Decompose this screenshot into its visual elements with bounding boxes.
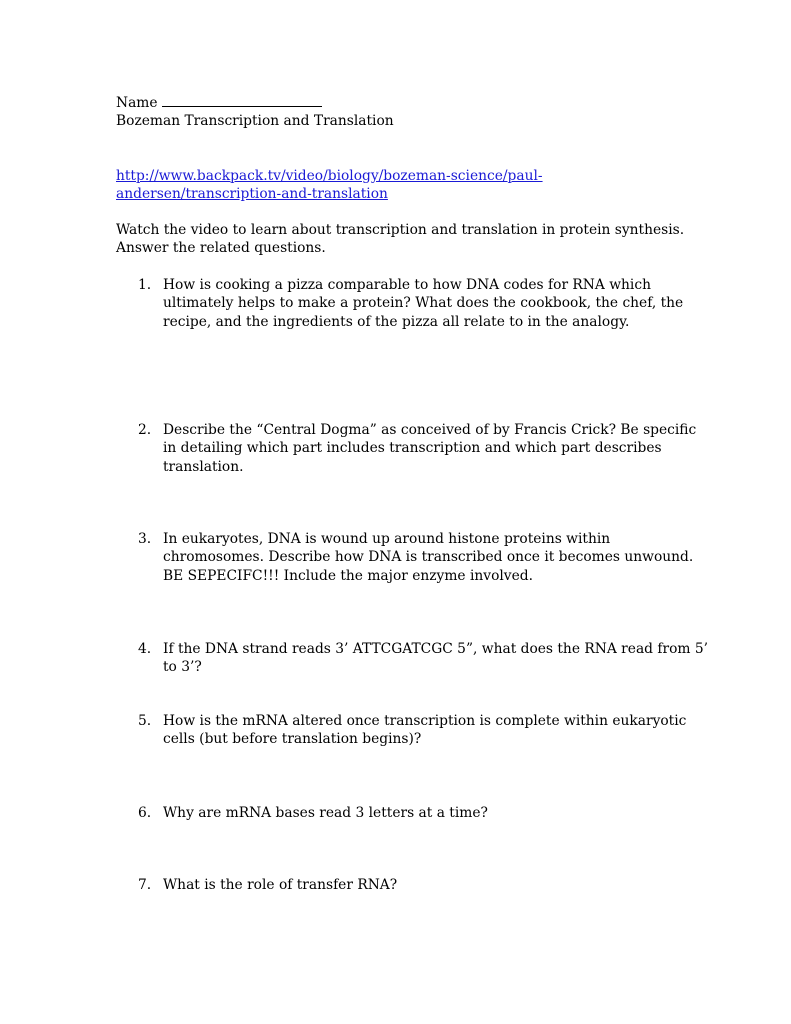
question-line: In eukaryotes, DNA is wound up around histone proteins within [163,531,611,547]
question-number: 7. [138,877,152,893]
video-link-line-1[interactable]: http://www.backpack.tv/video/biology/bozeman-science/paul- [116,168,543,184]
question-number: 4. [138,641,152,657]
question-text [163,876,397,894]
question-text [163,421,696,476]
question-line: ultimately helps to make a protein? What does the cookbook, the chef, the [163,295,684,312]
name-label: Name [116,95,158,111]
question-text [163,640,708,677]
question-number: 3. [138,531,152,547]
question-line: How is the mRNA altered once transcription is complete within eukaryotic [163,713,687,729]
question-text [163,276,683,331]
question-number: 1. [138,277,152,293]
question-line: translation. [163,458,244,475]
instructions-line-1: Watch the video to learn about transcription and translation in protein synthesis. [116,222,685,238]
question-line: How is cooking a pizza comparable to how DNA codes for RNA which [163,277,651,293]
question-line: If the DNA strand reads 3’ ATTCGATCGC 5”, what does the RNA read from 5’ [163,641,709,657]
question-line: cells (but before translation begins)? [163,731,422,748]
worksheet-title: Bozeman Transcription and Translation [116,113,394,129]
question-number: 6. [138,805,152,821]
video-link-line-2[interactable]: andersen/transcription-and-translation [116,186,388,203]
video-link[interactable] [116,167,543,204]
question-line: to 3’? [163,659,202,676]
question-text [163,530,693,585]
question-line: Why are mRNA bases read 3 letters at a time? [163,805,488,821]
question-text [163,712,686,749]
instructions-line-2: Answer the related questions. [116,240,326,257]
name-blank-line[interactable] [162,105,322,107]
question-text [163,804,488,822]
question-line: What is the role of transfer RNA? [163,877,398,893]
question-line: chromosomes. Describe how DNA is transcribed once it becomes unwound. [163,549,694,566]
question-line: BE SEPECIFC!!! Include the major enzyme involved. [163,567,533,584]
question-number: 5. [138,713,152,729]
question-line: recipe, and the ingredients of the pizza all relate to in the analogy. [163,313,630,330]
instructions [116,221,684,258]
question-number: 2. [138,422,152,438]
question-line: in detailing which part includes transcription and which part describes [163,440,662,457]
question-line: Describe the “Central Dogma” as conceived of by Francis Crick? Be specific [163,422,697,438]
name-row [116,94,322,112]
